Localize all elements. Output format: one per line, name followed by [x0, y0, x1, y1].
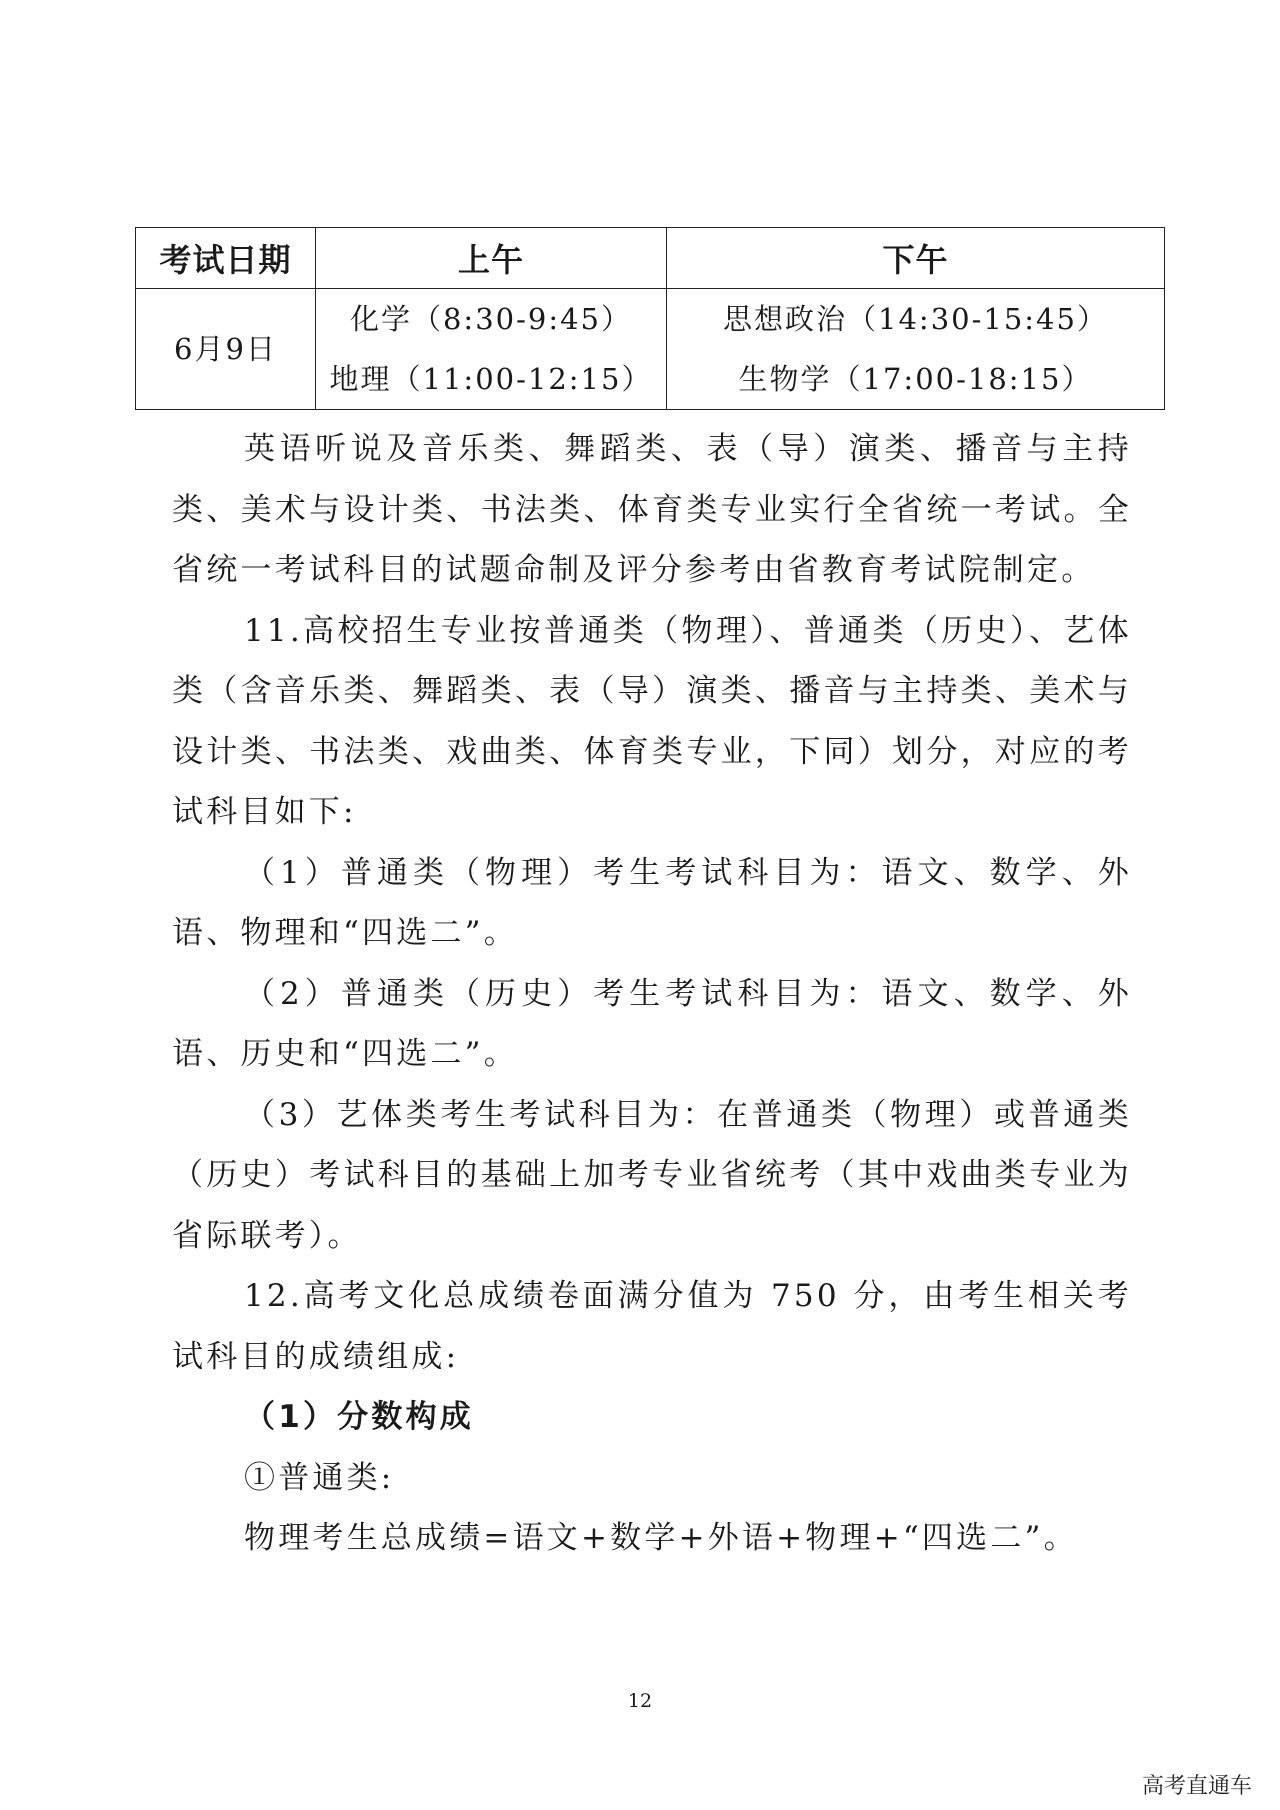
header-exam-date: 考试日期 — [136, 228, 316, 289]
paragraph-unified-exam: 英语听说及音乐类、舞蹈类、表（导）演类、播音与主持类、美术与设计类、书法类、体育类专业实行全省统一考试。全省统一考试科目的试题命制及评分参考由省教育考试院制定。 — [172, 431, 1132, 588]
cell-morning — [316, 289, 667, 410]
paragraph-item-11: 11.高校招生专业按普通类（物理）、普通类（历史）、艺体类（含音乐类、舞蹈类、表（导）演类、播音与主持类、美术与设计类、书法类、戏曲类、体育类专业，下同）划分，对应的考试科目如下: — [172, 612, 1132, 830]
body-text — [172, 419, 1132, 1569]
cell-afternoon — [667, 289, 1165, 410]
paragraph-history-subjects: （2）普通类（历史）考生考试科目为：语文、数学、外语、历史和“四选二”。 — [172, 975, 1132, 1072]
morning-subject-1: 化学（8:30-9:45） — [349, 302, 633, 336]
paragraph-general-category: ①普通类: — [244, 1459, 395, 1496]
table-row — [136, 289, 1165, 410]
heading-score-composition: （1）分数构成 — [244, 1399, 474, 1435]
header-afternoon: 下午 — [667, 228, 1165, 289]
morning-subject-2: 地理（11:00-12:15） — [329, 362, 653, 396]
afternoon-subject-1: 思想政治（14:30-15:45） — [723, 302, 1108, 336]
watermark-text: 高考直通车 — [1141, 1774, 1252, 1799]
page-number: 12 — [627, 1690, 653, 1712]
table-header-row — [136, 228, 1165, 289]
afternoon-subject-2: 生物学（17:00-18:15） — [738, 362, 1093, 396]
paragraph-physics-subjects: （1）普通类（物理）考生考试科目为：语文、数学、外语、物理和“四选二”。 — [172, 854, 1132, 951]
date-text: 6月9日 — [174, 332, 277, 366]
header-morning: 上午 — [316, 228, 667, 289]
paragraph-arts-subjects: （3）艺体类考生考试科目为：在普通类（物理）或普通类（历史）考试科目的基础上加考专业省统考（其中戏曲类专业为省际联考）。 — [172, 1096, 1132, 1254]
cell-date — [136, 289, 316, 410]
paragraph-item-12: 12.高考文化总成绩卷面满分值为 750 分，由考生相关考试科目的成绩组成: — [172, 1278, 1132, 1375]
paragraph-physics-total: 物理考生总成绩=语文+数学+外语+物理+“四选二”。 — [244, 1520, 1078, 1556]
exam-schedule-table — [135, 227, 1165, 410]
